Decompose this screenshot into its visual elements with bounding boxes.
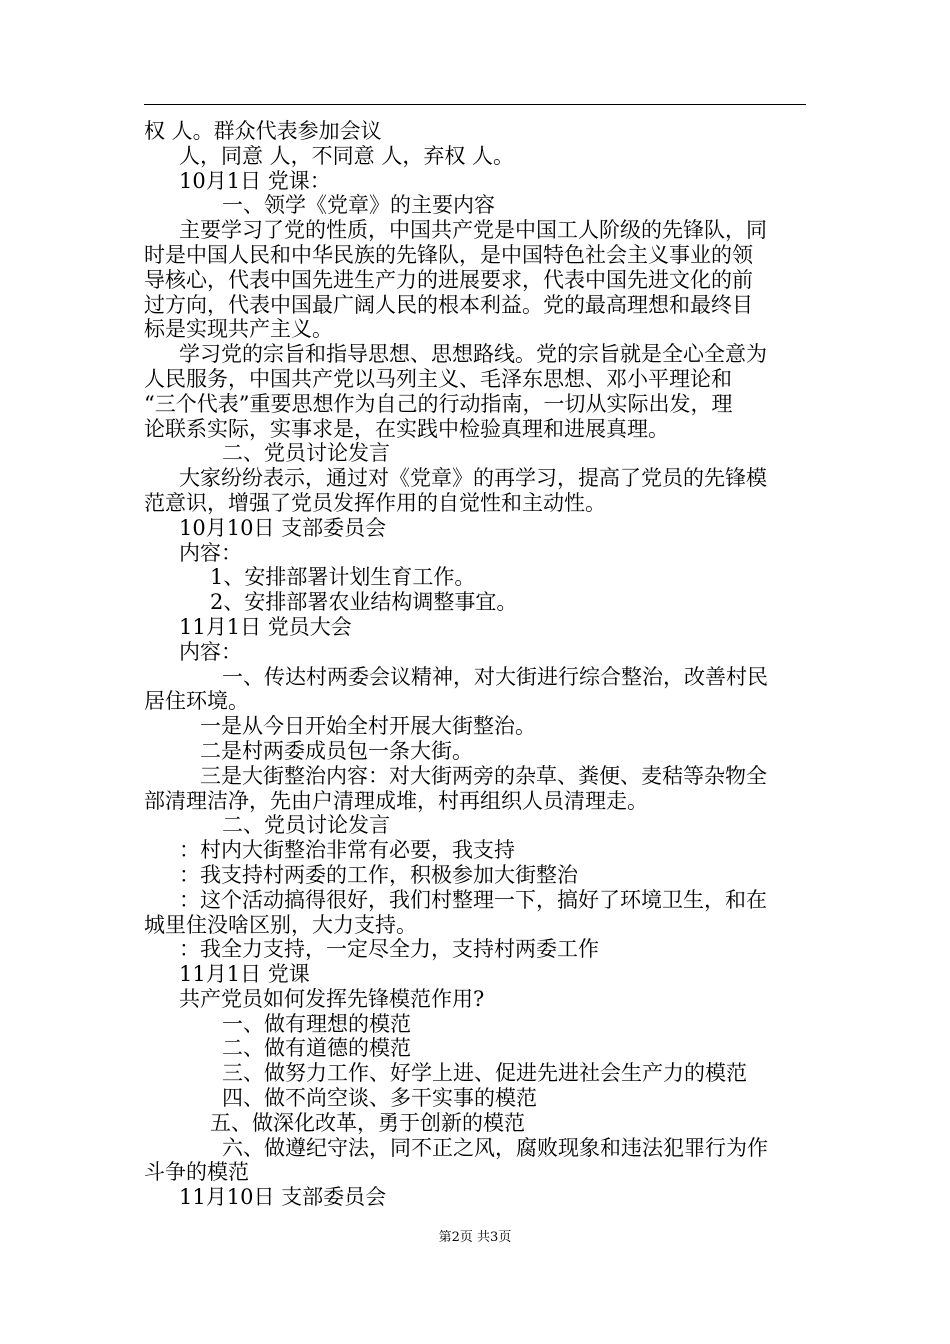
text-line: 城里住没啥区别，大力支持。	[144, 912, 417, 937]
text-line: 10月1日 党课：	[179, 168, 331, 193]
text-line: 内容：	[179, 540, 242, 565]
text-line: 学习党的宗旨和指导思想、思想路线。党的宗旨就是全心全意为	[179, 342, 767, 367]
text-line: 四、做不尚空谈、多干实事的模范	[222, 1086, 537, 1111]
text-line: 标是实现共产主义。	[144, 317, 333, 342]
text-line: 论联系实际，实事求是，在实践中检验真理和进展真理。	[144, 416, 669, 441]
text-line: 导核心，代表中国先进生产力的进展要求，代表中国先进文化的前	[144, 267, 753, 292]
text-line: ：这个活动搞得很好，我们村整理一下，搞好了环境卫生，和在	[179, 887, 767, 912]
text-line: 一、领学《党章》的主要内容	[222, 193, 495, 218]
text-line: 居住环境。	[144, 689, 249, 714]
text-line: ：我全力支持，一定尽全力，支持村两委工作	[179, 937, 599, 962]
text-line: 二、党员讨论发言	[222, 441, 390, 466]
header-rule	[144, 104, 806, 105]
text-line: 10月10日 支部委员会	[179, 515, 387, 540]
text-line: 2、安排部署农业结构调整事宜。	[210, 590, 518, 615]
text-line: 内容：	[179, 639, 242, 664]
text-line: 六、做遵纪守法，同不正之风，腐败现象和违法犯罪行为作	[222, 1135, 768, 1160]
text-line: 一、做有理想的模范	[222, 1011, 411, 1036]
text-line: 三是大街整治内容：对大街两旁的杂草、粪便、麦秸等杂物全	[200, 763, 767, 788]
text-line: 权 人。群众代表参加会议	[144, 119, 382, 143]
text-line: 一是从今日开始全村开展大街整治。	[200, 714, 536, 739]
text-line: 范意识，增强了党员发挥作用的自觉性和主动性。	[144, 490, 606, 515]
text-line: 11月1日 党课	[179, 962, 310, 987]
text-line: 人，同意 人，不同意 人，弃权 人。	[179, 143, 515, 168]
text-line: 二是村两委成员包一条大街。	[200, 738, 473, 763]
text-line: 大家纷纷表示，通过对《党章》的再学习，提高了党员的先锋模	[179, 466, 767, 491]
text-line: 一、传达村两委会议精神，对大街进行综合整治，改善村民	[222, 664, 768, 689]
text-line: 人民服务，中国共产党以马列主义、毛泽东思想、邓小平理论和	[144, 366, 732, 391]
text-line: 11月10日 支部委员会	[179, 1185, 387, 1210]
text-line: 部清理洁净，先由户清理成堆，村再组织人员清理走。	[144, 788, 648, 813]
text-line: 过方向，代表中国最广阔人民的根本利益。党的最高理想和最终目	[144, 292, 753, 317]
text-line: 斗争的模范	[144, 1160, 249, 1185]
page-footer: 第2页 共3页	[438, 1230, 512, 1245]
text-line: 三、做努力工作、好学上进、促进先进社会生产力的模范	[222, 1061, 747, 1086]
document-body	[144, 119, 806, 1210]
text-line: ：村内大街整治非常有必要，我支持	[179, 838, 515, 863]
text-line: 五、做深化改革，勇于创新的模范	[210, 1110, 525, 1135]
text-line: 二、党员讨论发言	[222, 813, 390, 838]
text-line: “三个代表”重要思想作为自己的行动指南，一切从实际出发，理	[144, 391, 733, 416]
text-line: 11月1日 党员大会	[179, 614, 352, 639]
text-line: 二、做有道德的模范	[222, 1036, 411, 1061]
text-line: 1、安排部署计划生育工作。	[210, 565, 476, 590]
text-line: 时是中国人民和中华民族的先锋队，是中国特色社会主义事业的领	[144, 242, 753, 267]
text-line: ：我支持村两委的工作，积极参加大街整治	[179, 862, 578, 887]
text-line: 主要学习了党的性质，中国共产党是中国工人阶级的先锋队，同	[179, 218, 767, 243]
text-line: 共产党员如何发挥先锋模范作用?	[179, 986, 485, 1011]
